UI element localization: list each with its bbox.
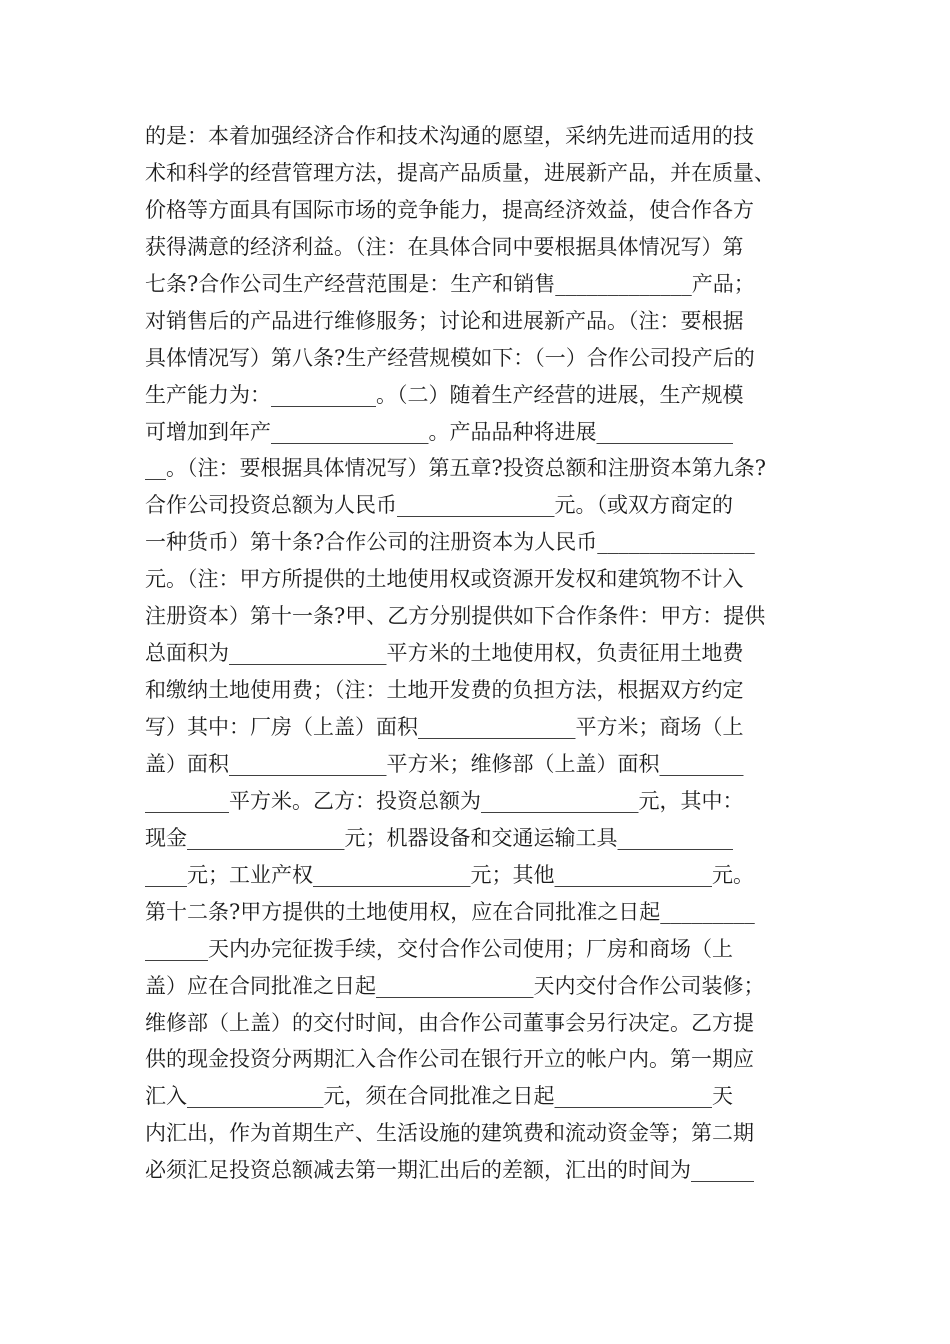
text-line: 具体情况写）第八条?生产经营规模如下：（一）合作公司投产后的 — [145, 345, 755, 370]
text-line: 可增加到年产_______________。产品品种将进展_____________ — [145, 419, 733, 444]
text-line: 写）其中：厂房（上盖）面积_______________平方米；商场（上 — [145, 715, 744, 739]
text-line: 元。（注：甲方所提供的土地使用权或资源开发权和建筑物不计入 — [145, 567, 744, 592]
contract-body-text — [145, 118, 805, 1189]
text-line: 盖）应在合同批准之日起_______________天内交付合作公司装修； — [145, 973, 765, 998]
text-line: 供的现金投资分两期汇入合作公司在银行开立的帐户内。第一期应 — [145, 1047, 754, 1072]
text-line: 维修部（上盖）的交付时间，由合作公司董事会另行决定。乙方提 — [145, 1010, 754, 1035]
text-line: ________平方米。乙方：投资总额为_______________元，其中： — [145, 788, 744, 813]
text-line: 总面积为_______________平方米的土地使用权，负责征用土地费 — [145, 641, 744, 666]
text-line: 注册资本）第十一条?甲、乙方分别提供如下合作条件：甲方：提供 — [145, 604, 766, 629]
text-line: 术和科学的经营管理方法，提高产品质量，进展新产品，并在质量、 — [145, 160, 775, 185]
text-line: 第十二条?甲方提供的土地使用权，应在合同批准之日起_________ — [145, 899, 755, 924]
text-line: 汇入_____________元，须在合同批准之日起_______________天 — [145, 1084, 733, 1109]
text-line: ______天内办完征拨手续，交付合作公司使用；厂房和商场（上 — [145, 936, 733, 961]
text-line: 价格等方面具有国际市场的竞争能力，提高经济效益，使合作各方 — [145, 197, 754, 222]
text-line: ____元；工业产权_______________元；其他_______________元。 — [145, 862, 754, 887]
text-line: 获得满意的经济利益。（注：在具体合同中要根据具体情况写）第 — [145, 234, 744, 259]
text-line: __。（注：要根据具体情况写）第五章?投资总额和注册资本第九条? — [145, 456, 767, 481]
text-line: 七条?合作公司生产经营范围是：生产和销售_____________产品； — [145, 271, 755, 296]
text-line: 的是：本着加强经济合作和技术沟通的愿望，采纳先进而适用的技 — [145, 124, 754, 148]
text-line: 对销售后的产品进行维修服务；讨论和进展新产品。（注：要根据 — [145, 308, 744, 333]
text-line: 内汇出，作为首期生产、生活设施的建筑费和流动资金等；第二期 — [145, 1121, 754, 1146]
text-line: 生产能力为：__________。（二）随着生产经营的进展，生产规模 — [145, 382, 744, 407]
text-line: 盖）面积_______________平方米；维修部（上盖）面积________ — [145, 751, 744, 776]
text-line: 一种货币）第十条?合作公司的注册资本为人民币_______________ — [145, 530, 755, 555]
text-line: 和缴纳土地使用费；（注：土地开发费的负担方法，根据双方约定 — [145, 678, 744, 703]
text-line: 必须汇足投资总额减去第一期汇出后的差额，汇出的时间为______ — [145, 1158, 754, 1183]
text-line: 合作公司投资总额为人民币_______________元。（或双方商定的 — [145, 493, 733, 518]
text-line: 现金_______________元；机器设备和交通运输工具___________ — [145, 825, 733, 850]
